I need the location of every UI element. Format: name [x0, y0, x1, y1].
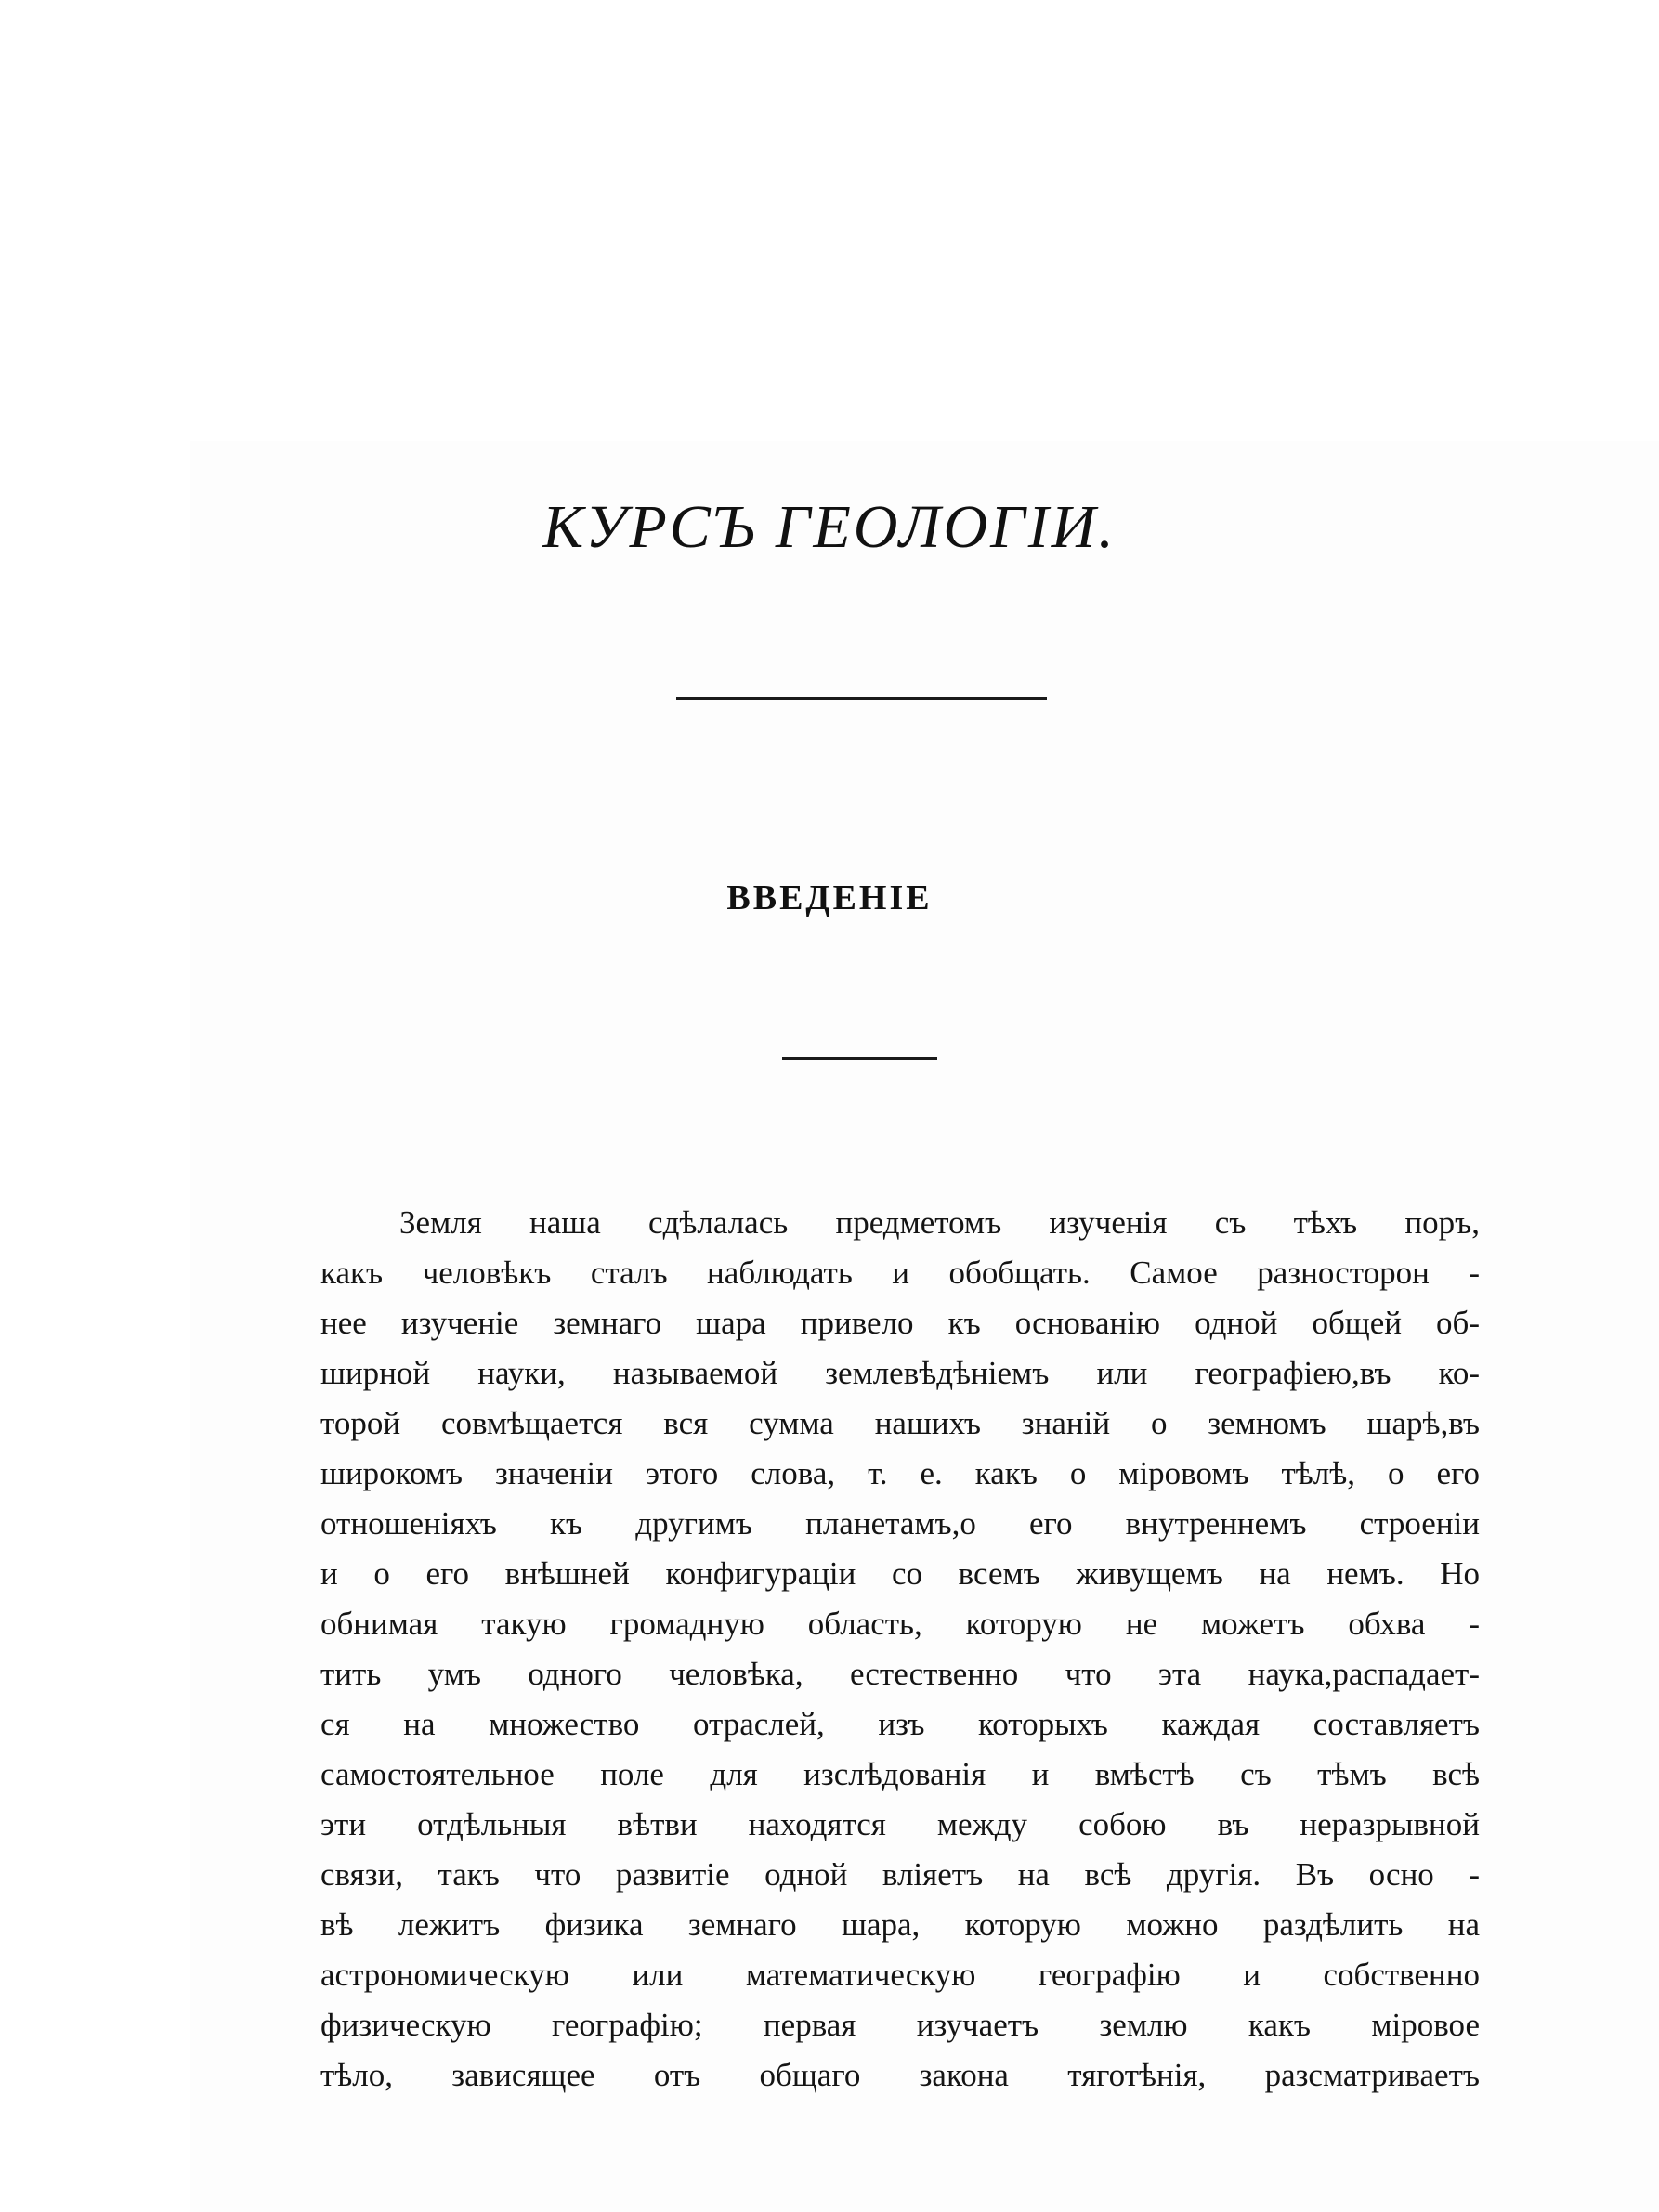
title-divider: [676, 697, 1047, 700]
text-line: и о его внѣшней конфигураціи со всемъ живущемъ на немъ. Но: [320, 1555, 1480, 1592]
text-line: широкомъ значеніи этого слова, т. е. какъ о міровомъ тѣлѣ, о его: [320, 1455, 1480, 1491]
body-paragraph: [320, 1198, 1480, 2101]
heading-divider: [782, 1057, 937, 1060]
text-line: ся на множество отраслей, изъ которыхъ каждая составляетъ: [320, 1706, 1480, 1742]
section-heading: ВВЕДЕНІЕ: [726, 878, 933, 917]
text-line: нее изученіе земнаго шара привело къ основанію одной общей об-: [320, 1305, 1480, 1341]
text-line: физическую географію; первая изучаетъ землю какъ міровое: [320, 2007, 1480, 2043]
text-line: вѣ лежитъ физика земнаго шара, которую можно раздѣлить на: [320, 1906, 1480, 1943]
text-line: ширной науки, называемой землевѣдѣніемъ или географіею,въ ко-: [320, 1355, 1480, 1391]
text-line: астрономическую или математическую географію и собственно: [320, 1957, 1480, 1993]
text-line: тѣло, зависящее отъ общаго закона тяготѣнія, разсматриваетъ: [320, 2057, 1480, 2093]
text-line: связи, такъ что развитіе одной вліяетъ на всѣ другія. Въ осно -: [320, 1856, 1480, 1893]
book-title: КУРСЪ ГЕОЛОГІИ.: [542, 493, 1117, 561]
text-line: самостоятельное поле для изслѣдованія и вмѣстѣ съ тѣмъ всѣ: [320, 1756, 1480, 1792]
text-line: какъ человѣкъ сталъ наблюдать и обобщать. Самое разносторон -: [320, 1255, 1480, 1291]
text-line: тить умъ одного человѣка, естественно что эта наука,распадает-: [320, 1656, 1480, 1692]
text-line: торой совмѣщается вся сумма нашихъ знаній о земномъ шарѣ,въ: [320, 1405, 1480, 1441]
text-line: Земля наша сдѣлалась предметомъ изученія съ тѣхъ поръ,: [399, 1204, 1480, 1241]
text-line: отношеніяхъ къ другимъ планетамъ,о его внутреннемъ строеніи: [320, 1505, 1480, 1542]
text-line: эти отдѣльныя вѣтви находятся между собою въ неразрывной: [320, 1806, 1480, 1842]
text-line: обнимая такую громадную область, которую не можетъ обхва -: [320, 1606, 1480, 1642]
